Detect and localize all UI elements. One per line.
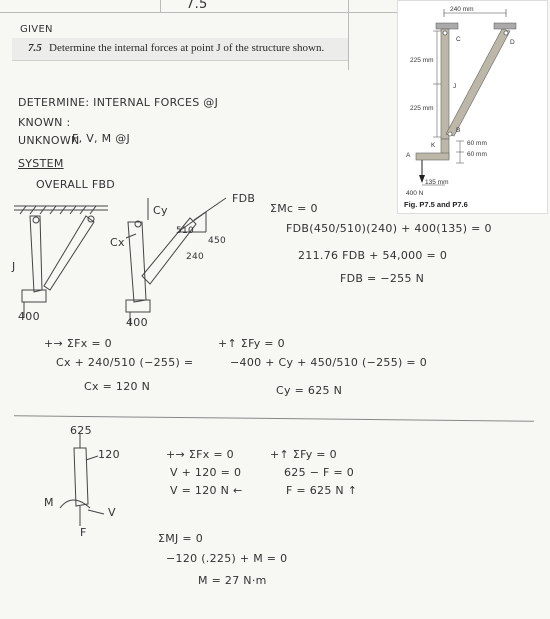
fig-label-d: D (510, 39, 515, 46)
fig-dim-top: 240 mm (450, 6, 474, 13)
fbd2-fdb-label: FDB (232, 192, 256, 205)
fig-label-a: A (406, 152, 411, 159)
fx-eq-line-2: Cx + 240/510 (−255) = (56, 356, 194, 369)
fig-caption: Fig. P7.5 and P7.6 (404, 200, 468, 209)
fig-dim-upper: 225 mm (410, 57, 434, 64)
sec-fy-line-2: 625 − F = 0 (284, 466, 355, 479)
sec-m-line-3: M = 27 N·m (198, 574, 267, 587)
fbd2-cy-label: Cy (153, 204, 168, 217)
unknown-label: UNKNOWN (18, 134, 80, 147)
sec-m-line-2: −120 (.225) + M = 0 (166, 552, 288, 565)
fig-label-j: J (453, 83, 457, 90)
moment-eq-line-4: FDB = −255 N (340, 272, 425, 285)
fx-eq-line-3: Cx = 120 N (84, 380, 151, 393)
sec-fx-line-2: V + 120 = 0 (170, 466, 242, 479)
moment-eq-line-2: FDB(450/510)(240) + 400(135) = 0 (286, 222, 492, 235)
fbd1-j-label: J (12, 260, 16, 273)
sec-625-label: 625 (70, 424, 92, 437)
moment-eq-line-3: 211.76 FDB + 54,000 = 0 (298, 249, 448, 262)
page-number: 7.5 (186, 0, 208, 12)
fbd1-load-label: 400 (18, 310, 40, 323)
sec-v-label: V (108, 506, 116, 519)
fbd2-cx-label: Cx (110, 236, 125, 249)
sec-m-label: M (44, 496, 54, 509)
fig-label-k: K (431, 142, 436, 149)
fig-label-b: B (456, 127, 461, 134)
sec-fx-line-3: V = 120 N ← (170, 484, 243, 497)
given-label: GIVEN (20, 24, 53, 35)
sec-120-label: 120 (98, 448, 120, 461)
sec-m-line-1: ΣMJ = 0 (158, 532, 203, 545)
system-heading: SYSTEM (18, 157, 64, 170)
sec-fx-line-1: +→ ΣFx = 0 (166, 448, 234, 461)
sec-fy-line-1: +↑ ΣFy = 0 (270, 448, 337, 461)
fig-dim-right-1: 60 mm (467, 140, 487, 147)
fbd2-450-label: 450 (208, 236, 227, 246)
problem-number: 7.5 (28, 42, 42, 54)
known-line: KNOWN : (18, 116, 71, 129)
unknown-value: F, V, M @J (72, 132, 131, 145)
fig-dim-right-2: 60 mm (467, 151, 487, 158)
fx-eq-line-1: +→ ΣFx = 0 (44, 337, 112, 350)
fy-eq-line-2: −400 + Cy + 450/510 (−255) = 0 (230, 356, 428, 369)
moment-eq-line-1: ΣMc = 0 (270, 202, 318, 215)
fig-load: 400 N (406, 190, 424, 197)
sec-f-label: F (80, 526, 87, 539)
fy-eq-line-1: +↑ ΣFy = 0 (218, 337, 285, 350)
fig-dim-lower: 225 mm (410, 105, 434, 112)
fbd2-510-label: 510 (176, 226, 195, 236)
overall-fbd-heading: OVERALL FBD (36, 178, 116, 191)
determine-line: DETERMINE: INTERNAL FORCES @J (18, 96, 219, 109)
fbd2-load-label: 400 (126, 316, 148, 329)
sec-fy-line-3: F = 625 N ↑ (286, 484, 358, 497)
fig-dim-bottom: 135 mm (425, 179, 449, 186)
fy-eq-line-3: Cy = 625 N (276, 384, 343, 397)
fig-label-c: C (456, 36, 461, 43)
problem-text: Determine the internal forces at point J of the structure shown. (49, 42, 325, 54)
fbd2-240-label: 240 (186, 252, 205, 262)
